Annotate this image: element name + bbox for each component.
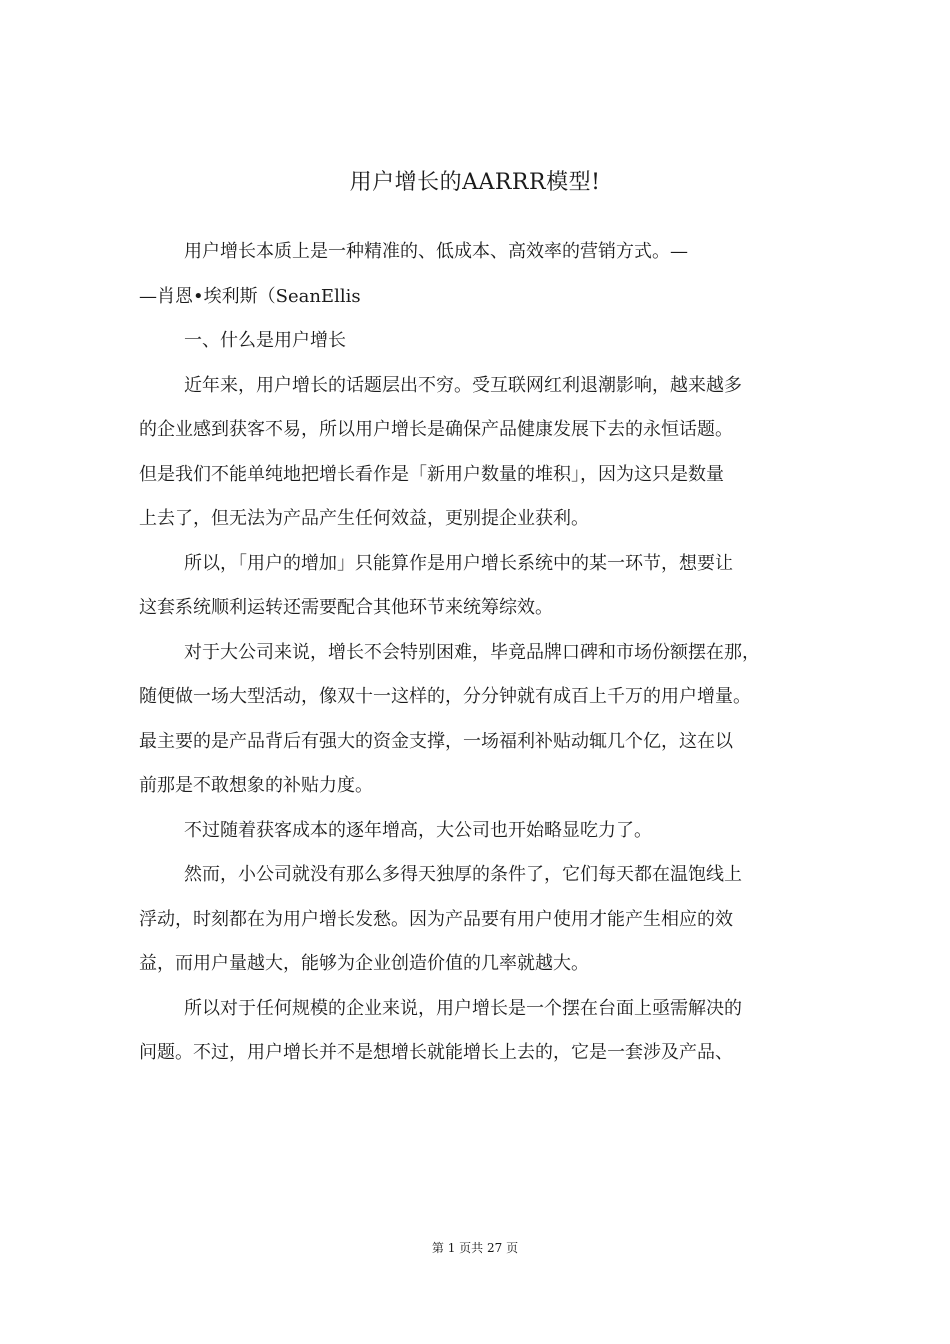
text-line: 这套系统顺利运转还需要配合其他环节来统筹综效。 [139, 597, 553, 618]
text-line: 近年来，用户增长的话题层出不穷。受互联网红利退潮影响，越来越多 [184, 374, 742, 396]
text-line: 随便做一场大型活动，像双十一这样的，分分钟就有成百上千万的用户增量。 [139, 686, 751, 707]
document-body [139, 230, 822, 1076]
document-title: 用户增长的AARRR模型! [349, 170, 601, 195]
text-line: 所以对于任何规模的企业来说，用户增长是一个摆在台面上亟需解决的 [184, 997, 742, 1019]
text-line: 最主要的是产品背后有强大的资金支撑，一场福利补贴动辄几个亿，这在以 [139, 730, 733, 752]
page-footer: 第 1 页共 27 页 [431, 1241, 519, 1255]
text-line: 然而，小公司就没有那么多得天独厚的条件了，它们每天都在温饱线上 [184, 864, 742, 885]
text-line: 上去了，但无法为产品产生任何效益，更别提企业获利。 [139, 508, 589, 529]
text-line: 的企业感到获客不易，所以用户增长是确保产品健康发展下去的永恒话题。 [139, 419, 733, 440]
text-line: 一、什么是用户增长 [184, 330, 346, 351]
text-line: —肖恩•埃利斯（SeanEllis [139, 285, 361, 307]
text-line: 所以，「用户的增加」只能算作是用户增长系统中的某一环节，想要让 [184, 552, 733, 574]
text-line: 不过随着获客成本的逐年增高，大公司也开始略显吃力了。 [184, 819, 652, 841]
text-line: 益，而用户量越大，能够为企业创造价值的几率就越大。 [139, 953, 589, 974]
text-line: 问题。不过，用户增长并不是想增长就能增长上去的，它是一套涉及产品、 [139, 1042, 733, 1063]
text-line: 对于大公司来说，增长不会特别困难，毕竟品牌口碑和市场份额摆在那， [184, 641, 760, 663]
text-line: 前那是不敢想象的补贴力度。 [139, 775, 373, 796]
text-line: 用户增长本质上是一种精准的、低成本、高效率的营销方式。— [184, 241, 688, 262]
text-line: 浮动，时刻都在为用户增长发愁。因为产品要有用户使用才能产生相应的效 [139, 908, 733, 930]
text-line: 但是我们不能单纯地把增长看作是「新用户数量的堆积」，因为这只是数量 [139, 463, 724, 485]
